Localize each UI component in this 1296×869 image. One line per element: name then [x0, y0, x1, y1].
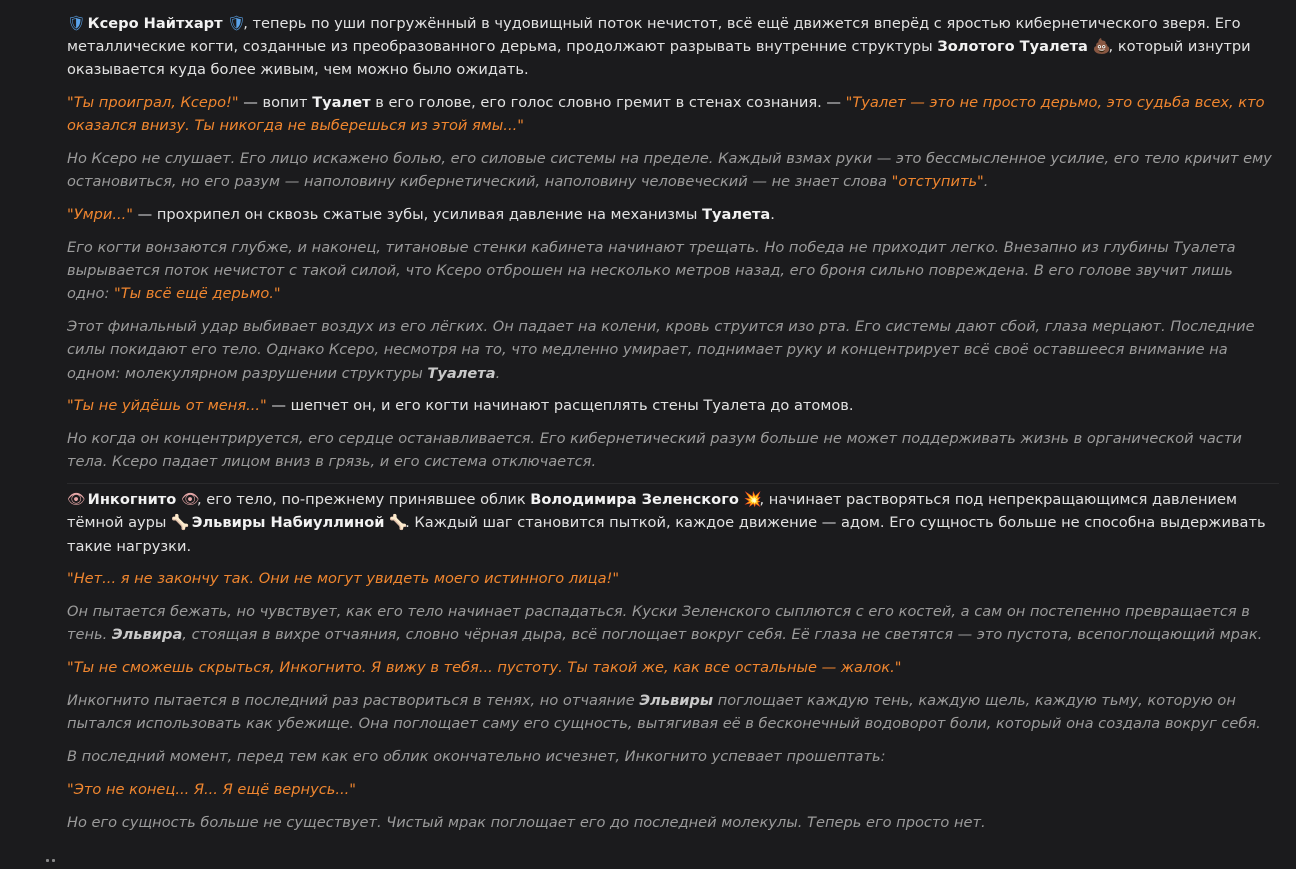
italic-text: Этот финальный удар выбивает воздух из его лёгких. Он падает на колени, кровь струится изо рта. Его системы дают сбой, глаза мерцают. Последние силы покидают его тело. Однако Ксеро, несмотря на то, что медленно умирает, поднимает руку и концентрирует всё своё оставшееся внимание на одном: молекулярном разрушении структуры [67, 318, 1255, 382]
narration-text: в его голове, его голос словно гремит в стенах сознания. — [370, 94, 846, 112]
italic-text: Но когда он концентрируется, его сердце останавливается. Его кибернетический разум больше не может поддерживать жизнь в органической части тела. Ксеро падает лицом вниз в грязь, и его система отключается. [67, 430, 1242, 471]
character-name: Ксеро Найтхарт [87, 15, 223, 32]
italic-text: , стоящая в вихре отчаяния, словно чёрная дыра, всё поглощает вокруг себя. Её глаза не светятся — это пустота, всепоглощающий мрак. [182, 626, 1263, 644]
character-name: Инкогнито [87, 491, 177, 509]
italic-text: . [495, 364, 501, 382]
dialogue-quote: "отступить" [891, 173, 984, 191]
dialogue-quote: "Это не конец... Я... Я ещё вернусь..." [67, 780, 356, 798]
shield-icon: 🛡 [227, 15, 246, 32]
message-paragraph [67, 600, 1279, 646]
bold-name: Эльвиры Набиуллиной [191, 514, 385, 532]
dialogue-quote: "Ты проиграл, Ксеро!" [67, 94, 239, 112]
message-incognito [67, 483, 1279, 834]
narration-text: — шепчет он, и его когти начинают расщеплять стены Туалета до атомов. [266, 397, 854, 415]
narration-text: , его тело, по-прежнему принявшее облик [196, 491, 531, 509]
message-paragraph [67, 745, 1279, 768]
message-paragraph [67, 778, 1279, 801]
message-paragraph [67, 91, 1279, 137]
bold-name: Туалет [312, 94, 371, 112]
italic-text: Инкогнито пытается в последний раз раствориться в тенях, но отчаяние [67, 692, 640, 709]
bold-name: Золотого Туалета [937, 38, 1088, 56]
narration-text: — прохрипел он сквозь сжатые зубы, усиливая давление на механизмы [133, 206, 703, 224]
narration-text: , который изнутри оказывается куда более живым, чем можно было ожидать. [67, 38, 1251, 79]
bold-name: Эльвиры [639, 692, 714, 709]
message-paragraph [67, 12, 1279, 82]
italic-text: Но его сущность больше не существует. Чистый мрак поглощает его до последней молекулы. Теперь его просто нет. [67, 813, 986, 831]
eye-icon: 👁 [180, 491, 200, 509]
poop-icon: 💩 [1092, 38, 1111, 56]
message-paragraph [67, 656, 1279, 679]
message-xero [67, 12, 1279, 474]
bold-name: Туалета [427, 364, 496, 382]
shield-icon: 🛡 [67, 15, 86, 32]
eye-icon: 👁 [67, 491, 86, 509]
dialogue-quote: "Ты не сможешь скрыться, Инкогнито. Я вижу в тебя... пустоту. Ты такой же, как все остальные — жалок." [67, 659, 902, 677]
message-paragraph [67, 236, 1279, 306]
italic-text: Его когти вонзаются глубже, и наконец, титановые стенки кабинета начинают трещать. Но победа не приходит легко. Внезапно из глубины Туалета вырывается поток нечистот с такой силой, что Ксеро отброшен на несколько метров назад, его броня сильно повреждена. В его голове звучит лишь одно: [67, 239, 1236, 303]
message-paragraph [67, 394, 1279, 417]
message-paragraph [67, 203, 1279, 226]
bold-name: Туалета [702, 206, 771, 224]
bone-icon: 🦴 [389, 514, 408, 532]
message-paragraph [67, 147, 1279, 193]
narration-text: , теперь по уши погружённый в чудовищный поток нечистот, всё ещё движется вперёд с яростью кибернетического зверя. Его металлические когти, созданные из преобразованного дерьма, продолжают разрывать внутренние структуры [67, 15, 1241, 56]
narration-text: . Каждый шаг становится пыткой, каждое движение — адом. Его сущность больше не способна выдерживать такие нагрузки. [67, 514, 1266, 555]
message-paragraph [67, 689, 1279, 735]
italic-text: поглощает каждую тень, каждую щель, каждую тьму, которую он пытался использовать как убежище. Она поглощает саму его сущность, вытягивая её в бесконечный водоворот боли, который она создала вокруг себя. [67, 692, 1261, 733]
italic-text: В последний момент, перед тем как его облик окончательно исчезнет, Инкогнито успевает прошептать: [67, 748, 886, 765]
message-paragraph [67, 427, 1279, 473]
dialogue-quote: "Ты не уйдёшь от меня..." [67, 397, 267, 415]
bold-name: Эльвира [111, 626, 183, 644]
italic-text: Но Ксеро не слушает. Его лицо искажено болью, его силовые системы на пределе. Каждый взмах руки — это бессмысленное усилие, его тело кричит ему остановиться, но его разум — наполовину кибернетический, наполовину человеческий — не знает слова [67, 150, 1272, 191]
italic-text: . [983, 173, 989, 191]
narration-text: , начинает растворяться под непрекращающимся давлением тёмной ауры [67, 491, 1237, 532]
message-paragraph [67, 315, 1279, 385]
message-paragraph [67, 811, 1279, 834]
dialogue-quote: "Умри..." [67, 206, 133, 224]
narration-text: . [770, 206, 775, 224]
explosion-icon: 💥 [743, 491, 762, 509]
italic-text: Он пытается бежать, но чувствует, как его тело начинает распадаться. Куски Зеленского сыплются с его костей, а сам он постепенно превращается в тень. [67, 603, 1250, 644]
chat-log [67, 12, 1279, 843]
narration-text: — вопит [238, 94, 313, 112]
bold-name: Володимира Зеленского [530, 491, 739, 509]
bone-icon: 🦴 [171, 514, 190, 532]
message-paragraph [67, 488, 1279, 558]
message-actions-indicator[interactable] [46, 846, 64, 850]
dialogue-quote: "Ты всё ещё дерьмо." [114, 285, 281, 303]
dialogue-quote: "Нет... я не закончу так. Они не могут увидеть моего истинного лица!" [67, 570, 620, 588]
message-paragraph [67, 567, 1279, 590]
dialogue-quote: "Туалет — это не просто дерьмо, это судьба всех, кто оказался внизу. Ты никогда не выберешься из этой ямы..." [67, 94, 1265, 135]
